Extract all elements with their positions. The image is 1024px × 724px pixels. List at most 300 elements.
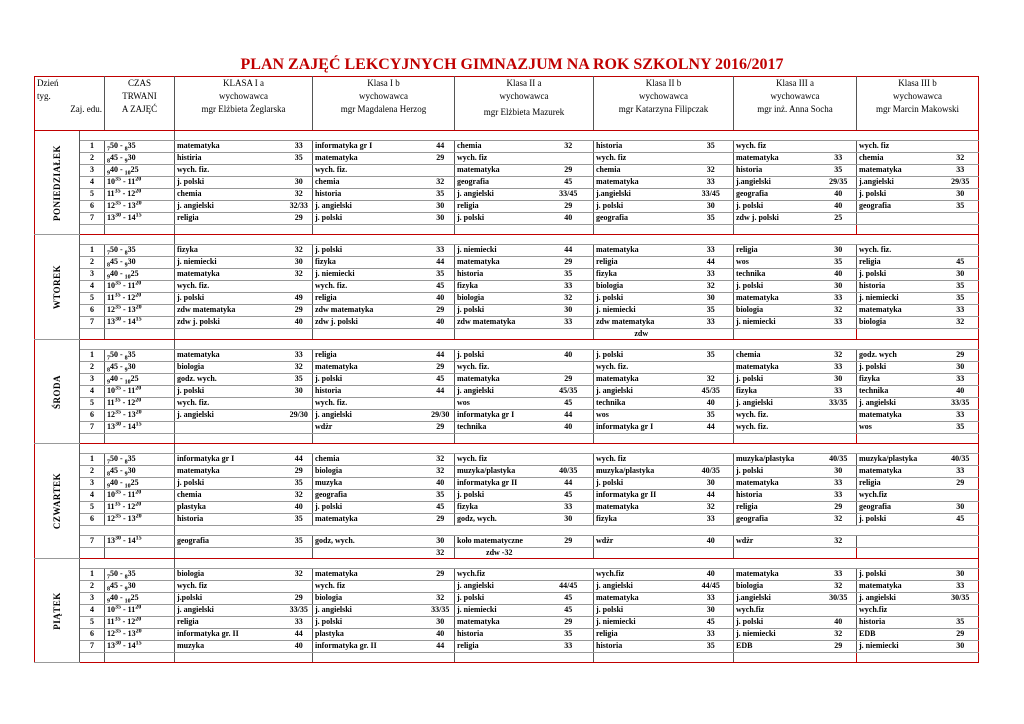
time-end-min: 20 <box>135 397 142 404</box>
room-cell: 32 <box>427 177 455 189</box>
time-end-hour: 12 <box>127 189 136 198</box>
subject-cell: matematyka <box>175 269 286 281</box>
extra-cell <box>734 434 821 444</box>
room-cell: 33 <box>943 581 979 593</box>
room-cell: 30/35 <box>821 593 857 605</box>
room-cell <box>821 422 857 434</box>
room-cell: 33/35 <box>286 605 313 617</box>
subject-cell: wych.fiz <box>857 605 943 617</box>
lesson-number: 4 <box>80 490 105 502</box>
room-cell: 35 <box>286 153 313 165</box>
lesson-number: 2 <box>80 466 105 478</box>
room-cell: 33 <box>943 410 979 422</box>
time-end-hour: 12 <box>127 502 136 511</box>
header-class-3 <box>455 77 594 131</box>
header-time-column <box>105 77 175 131</box>
subject-cell: wych. fiz. <box>313 281 427 293</box>
time-start-min: 35 <box>114 397 121 404</box>
room-cell: 33/35 <box>821 398 857 410</box>
lesson-number: 1 <box>80 245 105 257</box>
time-start-hour: 12 <box>107 514 115 523</box>
time-end-hour: 8 <box>124 146 128 153</box>
subject-cell: technika <box>455 422 544 434</box>
subject-cell: technika <box>857 386 943 398</box>
page-title: PLAN ZAJĘĆ LEKCYJNYCH GIMNAZJUM NA ROK SZKOLNY 2016/2017 <box>240 56 784 73</box>
header-day-column <box>35 77 105 131</box>
day-extra-row <box>35 225 979 235</box>
room-cell: 40/35 <box>544 466 594 478</box>
subject-cell: j. polski <box>594 605 689 617</box>
extra-cell <box>455 434 544 444</box>
subject-cell: j. angielski <box>313 410 427 422</box>
header-class-name: Klasa II b <box>645 78 682 88</box>
subject-cell: biologia <box>313 466 427 478</box>
time-end-hour: 10 <box>124 379 131 386</box>
room-cell: 35 <box>427 189 455 201</box>
time-end-hour: 8 <box>124 574 128 581</box>
subject-cell: religia <box>313 350 427 362</box>
subject-cell: chemia <box>175 189 286 201</box>
room-cell: 32 <box>286 490 313 502</box>
lesson-row <box>35 410 979 422</box>
subject-cell: j.angielski <box>734 593 821 605</box>
room-cell: 45 <box>427 374 455 386</box>
room-cell: 44 <box>427 257 455 269</box>
subject-cell: wos <box>594 410 689 422</box>
room-cell: 32 <box>427 454 455 466</box>
subject-cell: wych.fiz <box>857 490 943 502</box>
subject-cell: j. niemiecki <box>175 257 286 269</box>
lesson-number: 6 <box>80 305 105 317</box>
subject-cell: j. angielski <box>734 398 821 410</box>
time-start-hour: 9 <box>107 274 110 281</box>
room-cell: 33 <box>821 478 857 490</box>
subject-cell: j. polski <box>313 213 427 225</box>
room-cell: 29 <box>286 466 313 478</box>
lesson-number: 1 <box>80 569 105 581</box>
time-start-min: 30 <box>115 535 121 542</box>
room-cell: 35 <box>689 305 734 317</box>
room-cell: 32 <box>286 245 313 257</box>
extra-cell <box>821 329 857 340</box>
lesson-number: 3 <box>80 478 105 490</box>
room-cell <box>943 245 979 257</box>
lesson-time: $11^{35} - 12^{20}$ <box>105 617 175 629</box>
subject-cell: muzyka <box>313 478 427 490</box>
lesson-time: $_7$50 - $_8$35 <box>105 350 175 362</box>
time-start-min: 35 <box>114 292 121 299</box>
subject-cell: j. polski <box>734 281 821 293</box>
room-cell: 35 <box>943 617 979 629</box>
time-start-min: 35 <box>115 604 121 611</box>
time-end-hour: 13 <box>127 305 136 314</box>
room-cell: 35 <box>821 257 857 269</box>
subject-cell: wych.fiz <box>455 569 544 581</box>
room-cell: 45 <box>943 514 979 526</box>
time-end-min: 30 <box>127 153 136 162</box>
room-cell: 40 <box>286 317 313 329</box>
subject-cell: matematyka <box>594 593 689 605</box>
lesson-number: 3 <box>80 374 105 386</box>
time-end-min: 25 <box>130 374 139 383</box>
room-cell: 33 <box>544 281 594 293</box>
subject-cell: j. angielski <box>594 386 689 398</box>
subject-cell: godz. wych <box>857 350 943 362</box>
lesson-row <box>35 269 979 281</box>
room-cell <box>427 165 455 177</box>
extra-cell: zdw -32 <box>455 548 544 559</box>
lesson-time: $10^{35} - 11^{20}$ <box>105 281 175 293</box>
subject-cell: muzyka/plastyka <box>857 454 943 466</box>
subject-cell: informatyka gr I <box>594 422 689 434</box>
subject-cell: informatyka gr I <box>455 410 544 422</box>
time-end-min: 35 <box>127 350 136 359</box>
room-cell: 45 <box>544 177 594 189</box>
room-cell: 30 <box>286 177 313 189</box>
time-start-hour: 13 <box>107 422 115 431</box>
subject-cell: wych.fiz <box>594 569 689 581</box>
time-start-hour: 9 <box>107 483 110 490</box>
time-start-hour: 10 <box>107 605 115 614</box>
subject-cell: wych. fiz. <box>175 398 286 410</box>
time-end-hour: 12 <box>127 293 136 302</box>
room-cell: 32 <box>286 569 313 581</box>
time-end-hour: 8 <box>124 355 128 362</box>
subject-cell: j. polski <box>857 569 943 581</box>
subject-cell: religia <box>455 641 544 653</box>
subject-cell: matematyka <box>313 153 427 165</box>
subject-cell: informatyka gr. II <box>313 641 427 653</box>
time-end-hour: 10 <box>124 274 131 281</box>
extra-cell <box>313 434 427 444</box>
room-cell: 32 <box>821 350 857 362</box>
subject-cell: matematyka <box>455 257 544 269</box>
room-cell <box>286 581 313 593</box>
subject-cell: matematyka <box>594 502 689 514</box>
subject-cell: wdżr <box>594 536 689 548</box>
time-end-min: 20 <box>135 200 142 207</box>
time-end-min: 35 <box>127 245 136 254</box>
lesson-number: 6 <box>80 629 105 641</box>
subject-cell: j. polski <box>455 490 544 502</box>
header-class-teacher: mgr Magdalena Herzog <box>340 104 427 114</box>
time-end-min: 15 <box>135 212 142 219</box>
subject-cell: wdżr <box>734 536 821 548</box>
lesson-number: 5 <box>80 617 105 629</box>
room-cell: 35 <box>689 141 734 153</box>
subject-cell: matematyka <box>734 362 821 374</box>
extra-cell <box>286 225 313 235</box>
room-cell: 45/35 <box>689 386 734 398</box>
subject-cell: wych. fiz. <box>313 165 427 177</box>
time-start-min: 30 <box>115 212 121 219</box>
room-cell: 35 <box>544 629 594 641</box>
subject-cell: j. polski <box>734 201 821 213</box>
subject-cell: religia <box>455 201 544 213</box>
lesson-time: $11^{35} - 12^{20}$ <box>105 502 175 514</box>
subject-cell: biologia <box>313 593 427 605</box>
extra-cell <box>544 434 594 444</box>
time-end-hour: 9 <box>124 471 128 478</box>
time-end-min: 20 <box>135 385 142 392</box>
room-cell <box>689 454 734 466</box>
time-end-min: 20 <box>135 616 142 623</box>
lesson-number: 5 <box>80 398 105 410</box>
time-end-min: 35 <box>127 454 136 463</box>
room-cell <box>943 490 979 502</box>
room-cell: 29 <box>544 617 594 629</box>
room-cell: 32 <box>821 514 857 526</box>
room-cell <box>943 141 979 153</box>
room-cell: 29 <box>286 305 313 317</box>
subject-cell: matematyka <box>594 177 689 189</box>
time-end-min: 35 <box>127 141 136 150</box>
subject-cell: matematyka <box>857 165 943 177</box>
subject-cell: j.angielski <box>857 177 943 189</box>
time-start-min: 30 <box>115 421 121 428</box>
room-cell: 32 <box>821 629 857 641</box>
time-start-hour: 13 <box>107 317 115 326</box>
subject-cell: muzyka <box>175 641 286 653</box>
time-end-min: 20 <box>135 176 142 183</box>
room-cell: 30 <box>544 305 594 317</box>
time-end-min: 25 <box>130 593 139 602</box>
room-cell: 35 <box>689 213 734 225</box>
subject-cell: j. angielski <box>175 410 286 422</box>
time-start-min: 45 <box>110 362 118 371</box>
room-cell: 32 <box>821 305 857 317</box>
room-cell: 40 <box>544 350 594 362</box>
time-start-hour: 11 <box>107 293 115 302</box>
extra-cell <box>544 225 594 235</box>
room-cell: 40 <box>821 617 857 629</box>
time-start-hour: 8 <box>107 262 110 269</box>
time-start-min: 30 <box>115 316 121 323</box>
room-cell: 30 <box>286 257 313 269</box>
room-cell: 30 <box>689 605 734 617</box>
time-start-hour: 7 <box>107 459 110 466</box>
time-start-hour: 8 <box>107 367 110 374</box>
subject-cell: religia <box>175 213 286 225</box>
subject-cell: j. polski <box>455 305 544 317</box>
time-start-hour: 10 <box>107 177 115 186</box>
day-name: ŚRODA <box>52 374 62 409</box>
room-cell: 40 <box>821 269 857 281</box>
time-start-hour: 12 <box>107 629 115 638</box>
room-cell: 35 <box>286 536 313 548</box>
subject-cell: zdw j. polski <box>313 317 427 329</box>
lesson-number: 1 <box>80 350 105 362</box>
time-start-hour: 8 <box>107 471 110 478</box>
room-cell: 33/35 <box>427 605 455 617</box>
header-class-teacher: mgr Katarzyna Filipczak <box>618 104 709 114</box>
room-cell: 35 <box>943 281 979 293</box>
room-cell: 33 <box>544 317 594 329</box>
subject-cell: wych. fiz. <box>857 245 943 257</box>
subject-cell: j.angielski <box>594 189 689 201</box>
extra-cell <box>594 548 689 559</box>
lesson-row <box>35 466 979 478</box>
room-cell: 44 <box>689 257 734 269</box>
time-start-min: 40 <box>110 269 118 278</box>
subject-cell: chemia <box>313 454 427 466</box>
time-start-min: 35 <box>115 513 121 520</box>
room-cell: 40 <box>689 569 734 581</box>
lesson-time: $_7$50 - $_8$35 <box>105 141 175 153</box>
lesson-number: 7 <box>80 641 105 653</box>
lesson-time: $13^{30} - 14^{15}$ <box>105 422 175 434</box>
lesson-time: $_7$50 - $_8$35 <box>105 569 175 581</box>
lesson-row <box>35 165 979 177</box>
extra-cell <box>80 225 105 235</box>
time-start-min: 35 <box>115 409 121 416</box>
subject-cell: wych. fiz <box>175 581 286 593</box>
time-start-min: 45 <box>110 466 118 475</box>
subject-cell: religia <box>857 257 943 269</box>
header-class-teacher: mgr inż. Anna Socha <box>757 104 833 114</box>
subject-cell: geografia <box>455 177 544 189</box>
room-cell: 45 <box>943 257 979 269</box>
room-cell: 44 <box>544 410 594 422</box>
subject-cell: religia <box>734 245 821 257</box>
room-cell: 44 <box>427 386 455 398</box>
subject-cell: matematyka <box>455 165 544 177</box>
room-cell: 32 <box>286 362 313 374</box>
time-start-min: 35 <box>115 200 121 207</box>
time-start-hour: 9 <box>107 598 110 605</box>
subject-cell: muzyka/plastyka <box>734 454 821 466</box>
subject-cell: religia <box>594 629 689 641</box>
subject-cell: j. niemiecki <box>857 293 943 305</box>
room-cell: 35 <box>286 514 313 526</box>
room-cell: 35 <box>286 478 313 490</box>
extra-cell <box>734 225 821 235</box>
subject-cell: matematyka <box>734 478 821 490</box>
time-end-hour: 12 <box>127 617 136 626</box>
room-cell: 30 <box>943 189 979 201</box>
room-cell: 29 <box>427 514 455 526</box>
time-start-hour: 7 <box>107 250 110 257</box>
lesson-number: 5 <box>80 502 105 514</box>
room-cell: 30 <box>427 536 455 548</box>
subject-cell: geografia <box>313 490 427 502</box>
lesson-row <box>35 177 979 189</box>
subject-cell: geografia <box>594 213 689 225</box>
room-cell: 30 <box>943 569 979 581</box>
subject-cell: wych. fiz. <box>175 281 286 293</box>
day-spacer-row <box>35 444 979 454</box>
room-cell: 32/33 <box>286 201 313 213</box>
lesson-row <box>35 641 979 653</box>
room-cell: 45 <box>544 593 594 605</box>
room-cell: 33 <box>943 374 979 386</box>
time-start-min: 50 <box>110 454 118 463</box>
subject-cell: j. polski <box>734 617 821 629</box>
time-start-hour: 13 <box>107 641 115 650</box>
room-cell: 40 <box>689 398 734 410</box>
time-end-min: 25 <box>130 165 139 174</box>
subject-cell: informatyka gr II <box>594 490 689 502</box>
lesson-time: $12^{35} - 13^{20}$ <box>105 201 175 213</box>
time-end-hour: 13 <box>127 410 136 419</box>
time-end-hour: 12 <box>127 398 136 407</box>
time-end-min: 25 <box>130 478 139 487</box>
extra-cell <box>544 329 594 340</box>
lesson-row <box>35 293 979 305</box>
time-end-hour: 10 <box>124 170 131 177</box>
extra-cell <box>80 434 105 444</box>
time-start-hour: 8 <box>107 586 110 593</box>
lesson-number: 6 <box>80 201 105 213</box>
subject-cell: j. polski <box>313 502 427 514</box>
subject-cell: matematyka <box>857 305 943 317</box>
room-cell: 45/35 <box>544 386 594 398</box>
subject-cell: technika <box>594 398 689 410</box>
subject-cell: wych. fiz. <box>734 410 821 422</box>
time-start-min: 35 <box>115 176 121 183</box>
room-cell: 33 <box>821 317 857 329</box>
subject-cell: j. angielski <box>455 386 544 398</box>
extra-cell <box>594 653 689 663</box>
room-cell: 29 <box>943 478 979 490</box>
lesson-row <box>35 305 979 317</box>
extra-cell <box>105 653 175 663</box>
lesson-time: $11^{35} - 12^{20}$ <box>105 398 175 410</box>
header-class-role: wychowawca <box>219 91 268 101</box>
subject-cell: wych. fiz <box>313 581 427 593</box>
room-cell: 44 <box>544 478 594 490</box>
subject-cell: wos <box>857 422 943 434</box>
time-start-hour: 13 <box>107 536 115 545</box>
subject-cell: biologia <box>455 293 544 305</box>
subject-cell: matematyka <box>734 153 821 165</box>
room-cell: 33/45 <box>544 189 594 201</box>
room-cell: 40 <box>427 629 455 641</box>
time-end-hour: 14 <box>127 422 136 431</box>
time-end-hour: 10 <box>124 598 131 605</box>
lesson-row <box>35 617 979 629</box>
lesson-number: 3 <box>80 165 105 177</box>
room-cell: 45 <box>689 617 734 629</box>
room-cell: 30 <box>943 362 979 374</box>
room-cell: 35 <box>689 410 734 422</box>
room-cell <box>689 362 734 374</box>
lesson-row <box>35 245 979 257</box>
lesson-time: $_9$40 - $_{10}$25 <box>105 374 175 386</box>
room-cell: 30 <box>427 213 455 225</box>
day-extra-row <box>35 329 979 340</box>
room-cell: 44 <box>689 490 734 502</box>
extra-cell <box>594 434 689 444</box>
subject-cell: j. polski <box>175 478 286 490</box>
extra-cell: 32 <box>427 548 455 559</box>
subject-cell: zdw j. polski <box>175 317 286 329</box>
time-start-hour: 10 <box>107 490 115 499</box>
room-cell: 40/35 <box>821 454 857 466</box>
room-cell <box>943 536 979 548</box>
lesson-row <box>35 201 979 213</box>
room-cell: 44 <box>544 245 594 257</box>
extra-cell <box>821 434 857 444</box>
time-start-min: 35 <box>115 489 121 496</box>
extra-cell <box>80 653 105 663</box>
time-start-min: 50 <box>110 569 118 578</box>
subject-cell: j. polski <box>455 213 544 225</box>
room-cell <box>821 605 857 617</box>
time-end-min: 20 <box>135 188 142 195</box>
day-label-cell <box>35 131 80 235</box>
time-start-min: 40 <box>110 165 118 174</box>
